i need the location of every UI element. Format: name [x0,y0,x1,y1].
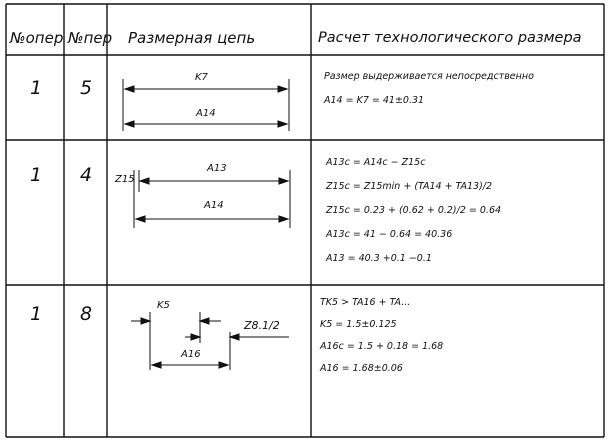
row2-calc-line-4: A13c = 41 − 0.64 = 40.36 [326,229,453,240]
row3-calc-line-2: K5 = 1.5±0.125 [320,319,397,330]
row3-calc-line-4: A16 = 1.68±0.06 [320,363,403,374]
row2-label-top: A13 [207,163,227,174]
header-dimension-chain: Размерная цепь [128,29,256,47]
row1-dimension-chain [107,55,311,140]
row2-dimension-chain [107,140,311,285]
row2-calc-line-1: A13c = A14c − Z15c [326,157,426,168]
header-step-number: №пер [68,29,113,47]
row3-label-z: Z8.1/2 [244,319,280,332]
row1-calc-line-1: Размер выдерживается непосредственно [324,71,534,82]
row2-op: 1 [30,164,43,186]
row1-step: 5 [80,77,93,99]
row3-op: 1 [30,303,43,325]
header-op-number: №опер [10,29,64,47]
row2-calc-line-3: Z15c = 0.23 + (0.62 + 0.2)/2 = 0.64 [326,205,502,216]
row3-dimension-chain [107,285,311,437]
row3-label-k: K5 [157,300,170,311]
row3-calc-line-3: A16c = 1.5 + 0.18 = 1.68 [320,341,444,352]
row2-label-bottom: A14 [204,200,224,211]
row1-label-top: K7 [195,72,208,83]
row2-calc-line-5: A13 = 40.3 +0.1 −0.1 [326,253,432,264]
row3-calc-line-1: TK5 > TA16 + TA... [320,297,411,308]
row1-calc-line-2: A14 = K7 = 41±0.31 [324,95,425,106]
row1-op: 1 [30,77,43,99]
row3-step: 8 [80,303,93,325]
row2-calc-line-2: Z15c = Z15min + (TA14 + TA13)/2 [326,181,493,192]
header-calculation: Расчет технологического размера [318,30,582,46]
row1-label-bottom: A14 [196,108,216,119]
row2-label-z: Z15 [115,174,135,185]
row2-step: 4 [80,164,93,186]
row3-label-bottom: A16 [181,349,201,360]
